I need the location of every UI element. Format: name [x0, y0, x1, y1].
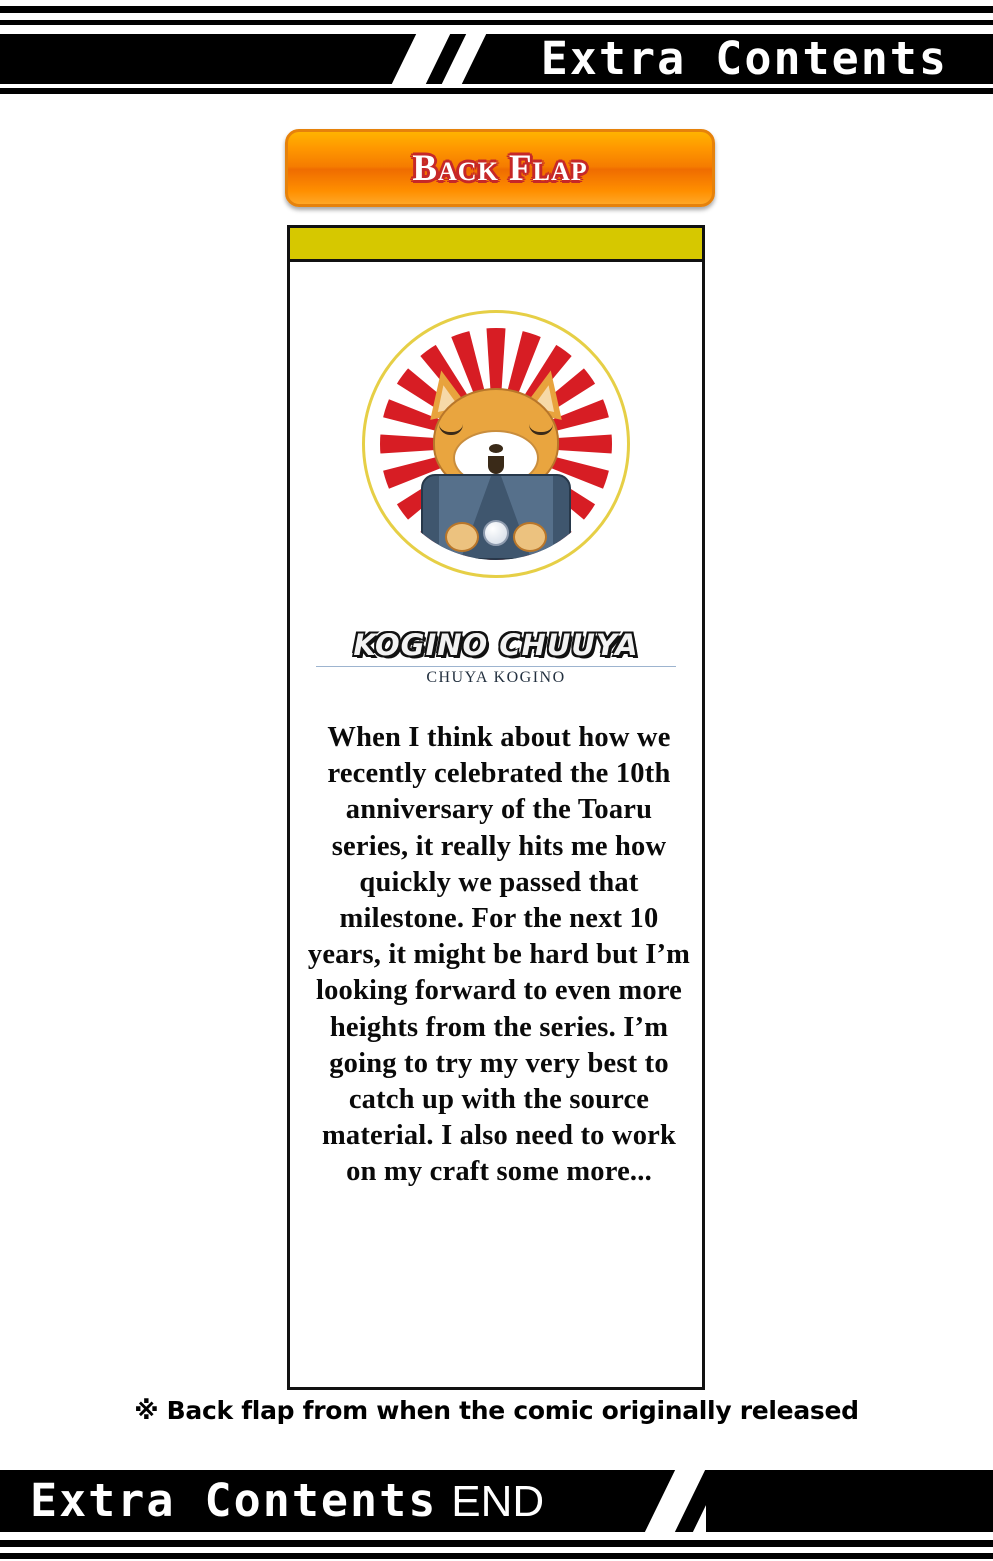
back-flap-button[interactable]	[285, 129, 715, 207]
footer-title-wrap	[30, 1470, 544, 1532]
header-black-block-left	[0, 34, 420, 84]
author-name-romanized: CHUYA KOGINO	[426, 669, 566, 686]
author-name-block	[290, 628, 702, 687]
footer-title: Extra Contents	[30, 1474, 438, 1527]
author-name-stylized: KOGINO CHUUYA	[353, 628, 639, 662]
header-stripe-upper	[0, 6, 993, 13]
footnote-text: ※ Back flap from when the comic originally released	[134, 1396, 859, 1425]
footer-stripe-upper	[0, 1540, 993, 1547]
header-title: Extra Contents	[540, 32, 948, 85]
sunburst-dog-logo	[362, 310, 630, 578]
footer-stripe-lower	[0, 1553, 993, 1559]
card-top-band	[290, 228, 702, 262]
back-flap-button-label: Back Flap	[412, 147, 588, 189]
author-comment-text: When I think about how we recently celebrated the 10th anniversary of the Toaru series, it really hits me how quickly we passed that milestone. For the next 10 years, it might be hard but I’m looking forward to even more heights from the series. I’m going to try my very best to catch up with the source material. I also need to work on my craft some more...	[307, 722, 691, 1188]
header-baseline	[0, 88, 993, 94]
bottom-footer-bar	[0, 1460, 993, 1561]
name-divider	[316, 666, 676, 667]
shiba-dog-icon	[411, 370, 581, 560]
sunburst-rays	[380, 328, 612, 560]
footer-black-block-right	[706, 1470, 993, 1532]
back-flap-card	[287, 225, 705, 1390]
footer-end-label: END	[451, 1477, 545, 1526]
top-header-bar	[0, 0, 993, 96]
header-stripe-lower	[0, 20, 993, 25]
